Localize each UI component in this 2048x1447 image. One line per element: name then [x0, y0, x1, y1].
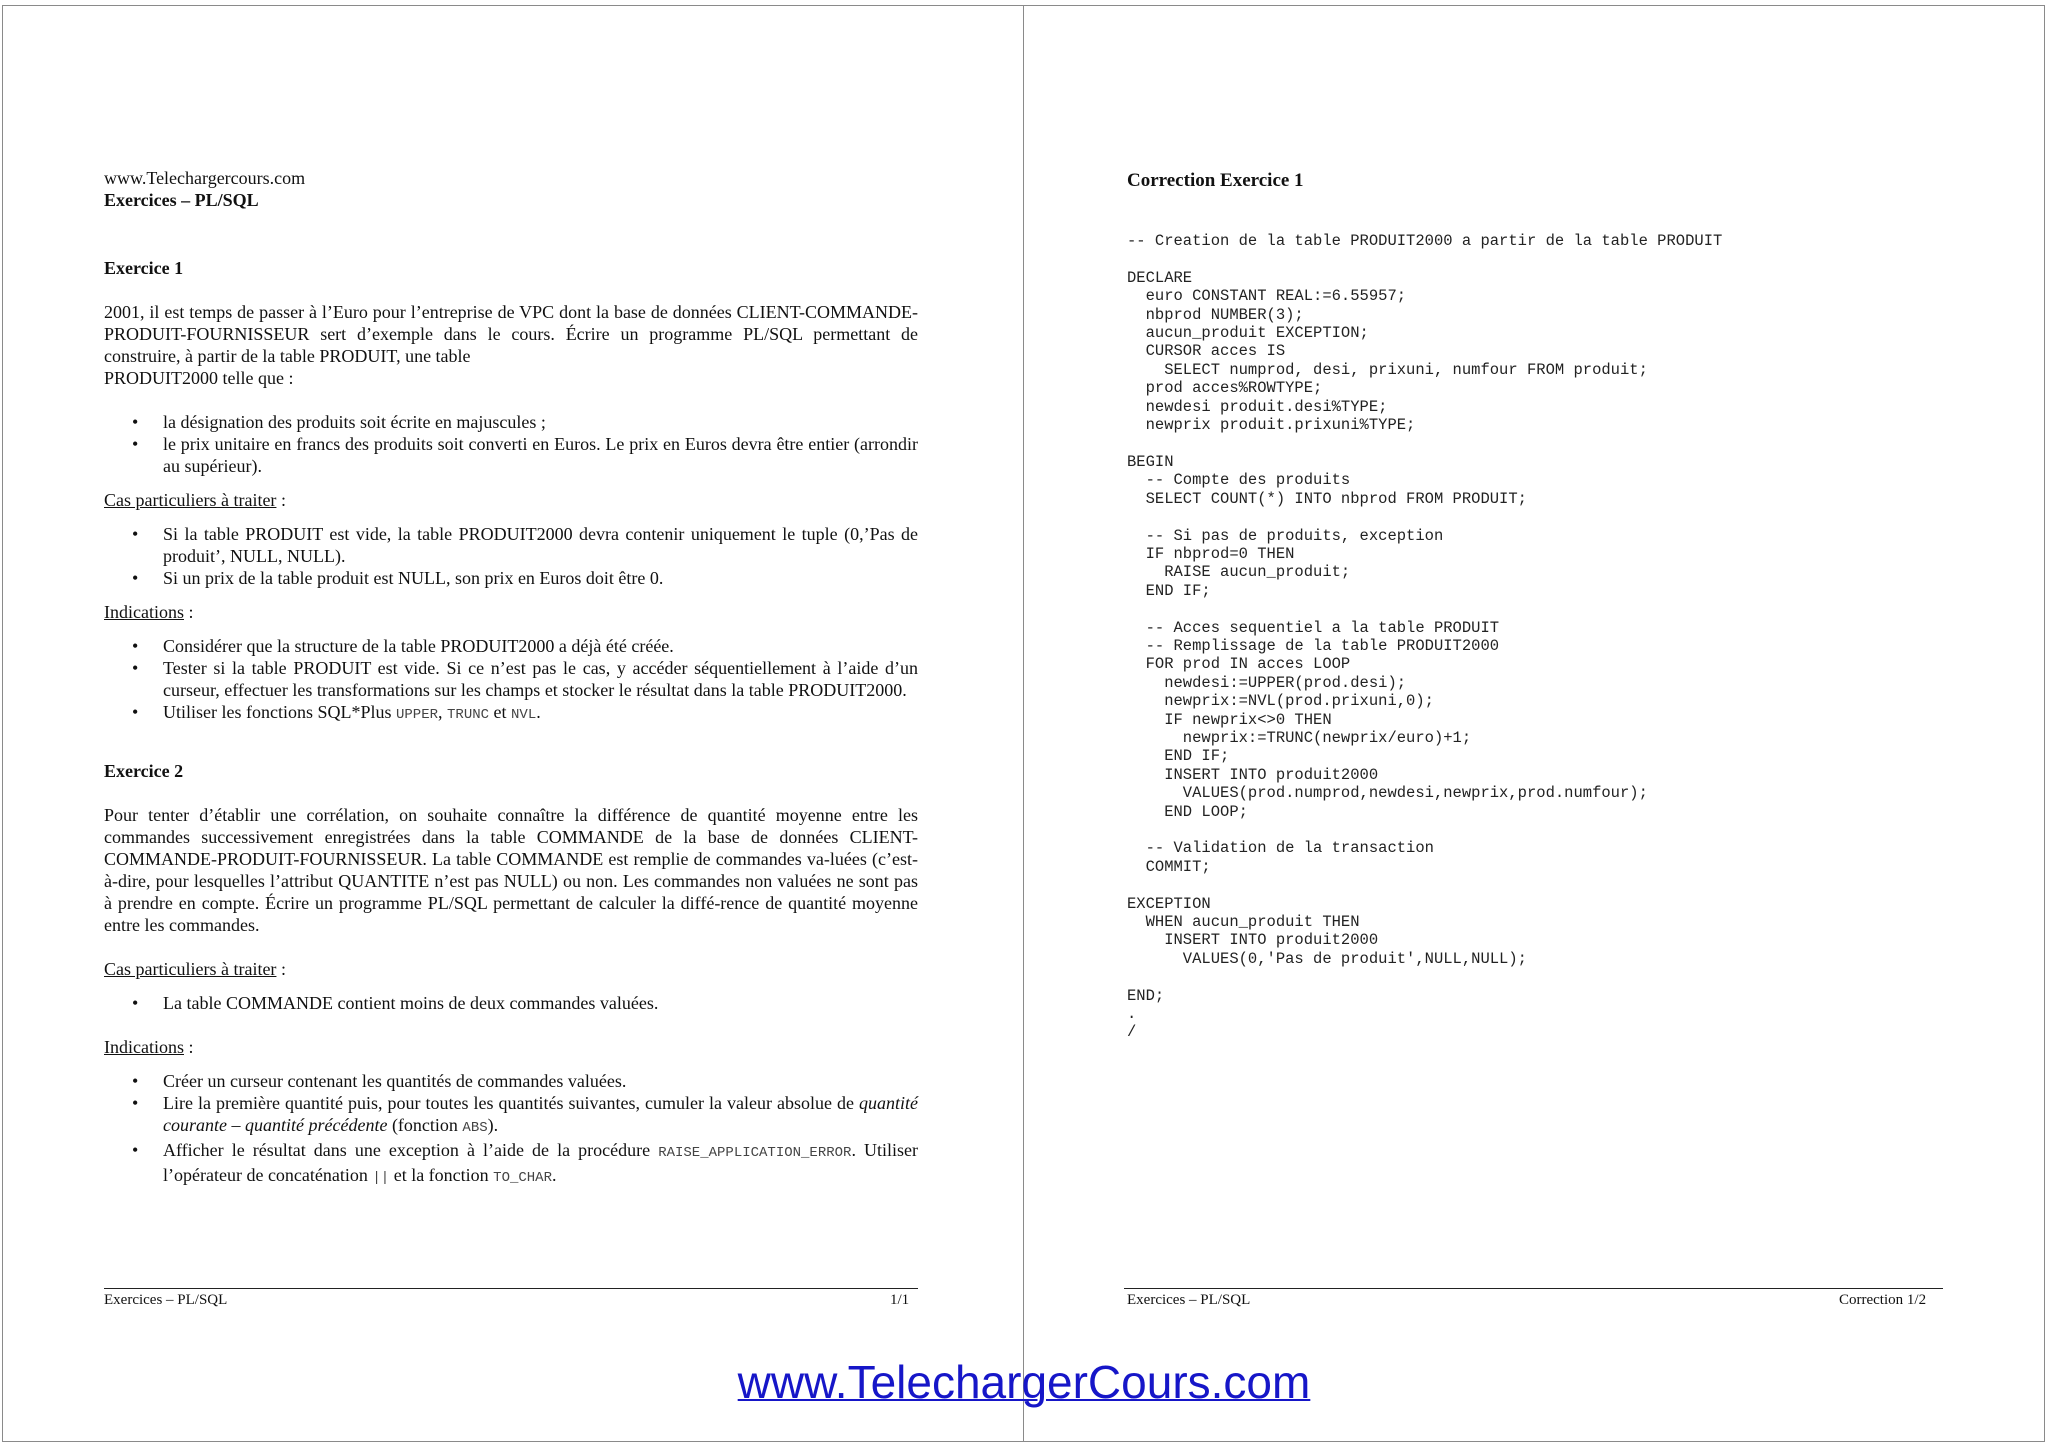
- exercise-1-intro: 2001, il est temps de passer à l’Euro pour l’entreprise de VPC dont la base de données CLIENT-COMMANDE-PRODUIT-FOURNISSEUR sert d’exemple dans le cours. Écrire un programme PL/SQL permettant de construire, à partir de la table PRODUIT, une table: [104, 302, 918, 366]
- cas-label: Cas particuliers à traiter: [104, 959, 277, 979]
- text: ).: [487, 1115, 499, 1135]
- exercise-2-indications-heading: Indications :: [104, 1037, 194, 1057]
- right-footer-title: Exercices – PL/SQL: [1127, 1292, 1251, 1308]
- exercise-2-title: Exercice 2: [104, 761, 184, 781]
- exercise-2-cas-list: [104, 992, 918, 1014]
- text: et: [489, 702, 512, 722]
- code-nvl: NVL: [511, 707, 537, 723]
- exercise-1-intro-end: PRODUIT2000 telle que :: [104, 368, 294, 388]
- list-item: • la désignation des produits soit écrite en majuscules ;: [104, 411, 918, 433]
- list-item: [104, 1139, 918, 1189]
- text: . Utiliser l’opérateur de concaténation: [163, 1140, 918, 1185]
- site-url: www.Telechargercours.com: [104, 168, 306, 188]
- list-item: • Si la table PRODUIT est vide, la table PRODUIT2000 devra contenir uniquement le tuple (0,’Pas de produit’, NULL, NULL).: [104, 523, 918, 567]
- text: Afficher le résultat dans une exception à l’aide de la procédure: [163, 1140, 659, 1160]
- exercise-1-indications-heading: Indications :: [104, 602, 194, 622]
- exercise-1-title: Exercice 1: [104, 258, 184, 278]
- emphasis: quantité courante – quantité précédente: [163, 1093, 918, 1135]
- code-abs: ABS: [462, 1120, 488, 1136]
- list-item: • La table COMMANDE contient moins de deux commandes valuées.: [104, 992, 918, 1014]
- indications-label: Indications: [104, 602, 184, 622]
- list-item: • Créer un curseur contenant les quantités de commandes valuées.: [104, 1070, 918, 1092]
- list-item: • Si un prix de la table produit est NULL, son prix en Euros doit être 0.: [104, 567, 918, 589]
- exercise-2-indications-list: [104, 1070, 918, 1189]
- list-item: • Tester si la table PRODUIT est vide. Si ce n’est pas le cas, y accéder séquentiellement à l’aide d’un curseur, effectuer les transformations sur les champs et stocker le résultat dans la table PRODUIT2000.: [104, 657, 918, 701]
- code-raise-application-error: RAISE_APPLICATION_ERROR: [658, 1145, 852, 1161]
- code-concat: ||: [372, 1170, 390, 1186]
- text: .: [551, 1165, 557, 1185]
- left-page: [104, 167, 918, 1189]
- plsql-code-block: -- Creation de la table PRODUIT2000 a partir de la table PRODUIT DECLARE euro CONSTANT REAL:=6.55957; nbprod NUMBER(3); aucun_produit EXCEPTION; CURSOR acces IS SELECT numprod, desi, prixuni, numfour FROM produit; prod acces%ROWTYPE; newdesi produit.desi%TYPE; newprix produit.prixuni%TYPE; BEGIN -- Compte des produits SELECT COUNT(*) INTO nbprod FROM PRODUIT; -- Si pas de produits, exception IF nbprod=0 THEN RAISE aucun_produit; END IF; -- Acces sequentiel a la table PRODUIT -- Remplissage de la table PRODUIT2000 FOR prod IN acces LOOP newdesi:=UPPER(prod.desi); newprix:=NVL(prod.prixuni,0); IF newprix<>0 THEN newprix:=TRUNC(newprix/euro)+1; END IF; INSERT INTO produit2000 VALUES(prod.numprod,newdesi,newprix,prod.numfour); END LOOP; -- Validation de la transaction COMMIT; EXCEPTION WHEN aucun_produit THEN INSERT INTO produit2000 VALUES(0,'Pas de produit',NULL,NULL); END; . /: [1127, 232, 1723, 1042]
- left-footer-page: 1/1: [890, 1292, 910, 1308]
- text: (fonction: [387, 1115, 463, 1135]
- exercise-2-cas-heading: Cas particuliers à traiter :: [104, 959, 286, 979]
- exercise-1-indications-list: [104, 635, 918, 726]
- text: et la fonction: [389, 1165, 494, 1185]
- exercise-1-cas-list: [104, 523, 918, 589]
- list-item: • le prix unitaire en francs des produits soit converti en Euros. Le prix en Euros devra être entier (arrondir au supérieur).: [104, 433, 918, 477]
- list-item: [104, 1092, 918, 1139]
- left-footer-rule: [104, 1288, 918, 1289]
- exercise-1-requirements: [104, 411, 918, 477]
- exercise-2-description: Pour tenter d’établir une corrélation, on souhaite connaître la différence de quantité moyenne entre les commandes successivement enregistrées dans la table COMMANDE de la base de données CLIENT-COMMANDE-PRODUIT-FOURNISSEUR. La table COMMANDE est remplie de commandes va-luées (c’est-à-dire, pour lesquelles l’attribut QUANTITE n’est pas NULL) ou non. Les commandes non valuées ne sont pas à prendre en compte. Écrire un programme PL/SQL permettant de calculer la diffé-rence de quantité moyenne entre les commandes.: [104, 805, 918, 935]
- code-to-char: TO_CHAR: [493, 1170, 552, 1186]
- indications-label: Indications: [104, 1037, 184, 1057]
- text: ,: [438, 702, 448, 722]
- page-divider: [1023, 5, 1024, 1442]
- right-footer-rule: [1124, 1288, 1943, 1289]
- text: .: [536, 702, 541, 722]
- right-page: [1127, 167, 1957, 1042]
- code-upper: UPPER: [396, 707, 439, 723]
- document-title: Exercices – PL/SQL: [104, 190, 259, 210]
- right-footer-page: Correction 1/2: [1839, 1292, 1927, 1308]
- exercise-1-cas-heading: Cas particuliers à traiter :: [104, 490, 286, 510]
- left-footer-title: Exercices – PL/SQL: [104, 1292, 228, 1308]
- site-link[interactable]: www.TelechargerCours.com: [737, 1356, 1311, 1408]
- correction-title: Correction Exercice 1: [1127, 170, 1304, 191]
- code-trunc: TRUNC: [447, 707, 490, 723]
- list-item: [104, 701, 918, 726]
- text: Utiliser les fonctions SQL*Plus: [163, 702, 396, 722]
- text: Lire la première quantité puis, pour toutes les quantités suivantes, cumuler la valeur absolue de: [163, 1093, 859, 1113]
- list-item: • Considérer que la structure de la table PRODUIT2000 a déjà été créée.: [104, 635, 918, 657]
- cas-label: Cas particuliers à traiter: [104, 490, 277, 510]
